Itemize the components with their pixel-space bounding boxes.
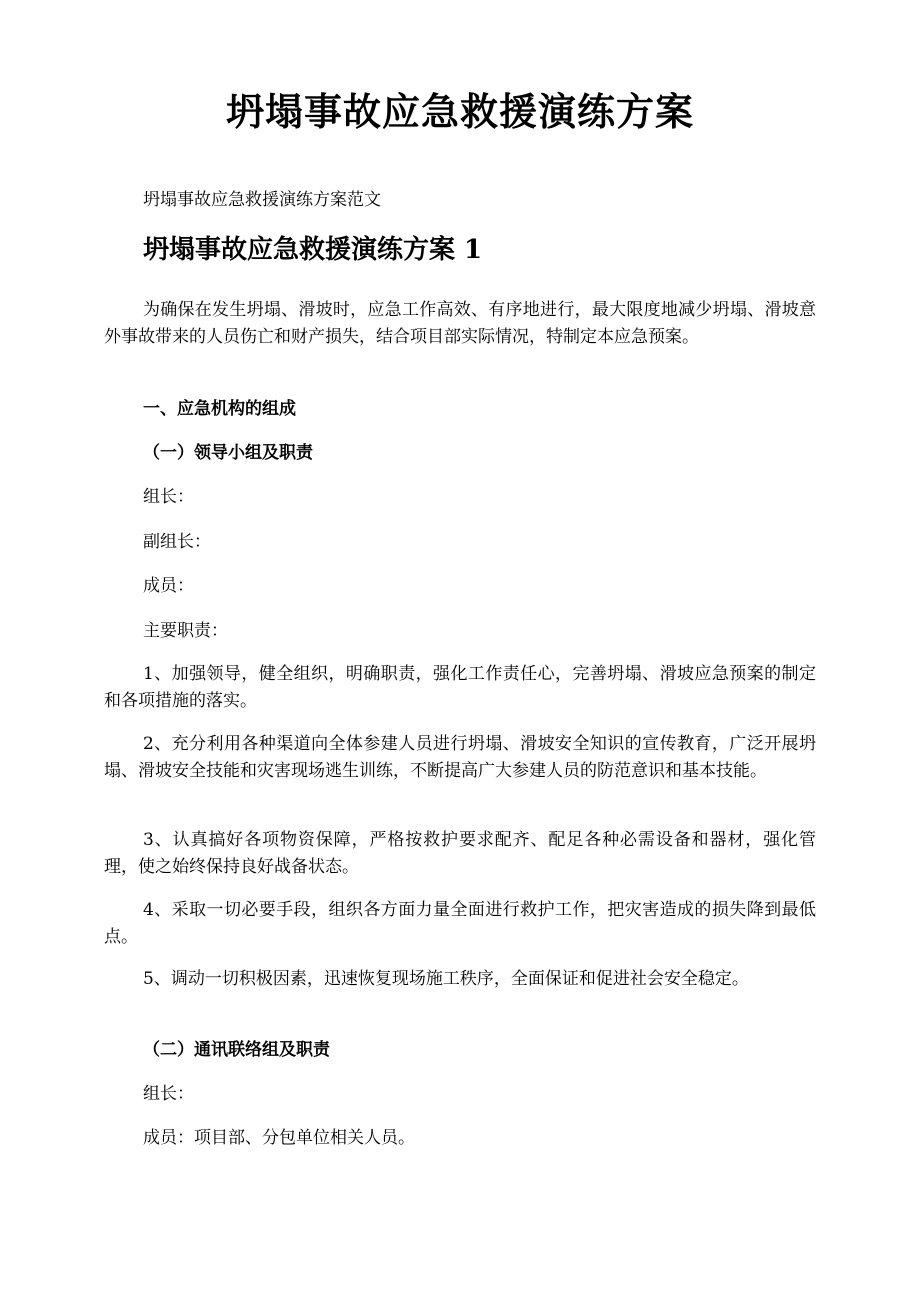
heading-leadership-group: （一）领导小组及职责	[143, 443, 313, 463]
duty-item-5: 5、调动一切积极因素，迅速恢复现场施工秩序，全面保证和促进社会安全稳定。	[143, 969, 749, 989]
duty-item-3: 3、认真搞好各项物资保障，严格按救护要求配齐、配足各种必需设备和器材，强化管理，使之始终保持良好战备状态。	[104, 830, 816, 877]
leader-label: 组长：	[143, 487, 194, 507]
comm-members-label: 成员：项目部、分包单位相关人员。	[143, 1128, 415, 1148]
section-heading: 坍塌事故应急救援演练方案 1	[143, 235, 483, 265]
duties-label: 主要职责：	[143, 621, 228, 641]
duty-item-4: 4、采取一切必要手段，组织各方面力量全面进行救护工作，把灾害造成的损失降到最低点。	[104, 900, 816, 947]
heading-organization: 一、应急机构的组成	[143, 399, 296, 419]
intro-paragraph: 为确保在发生坍塌、滑坡时，应急工作高效、有序地进行，最大限度地减少坍塌、滑坡意外事故带来的人员伤亡和财产损失，结合项目部实际情况，特制定本应急预案。	[104, 300, 816, 347]
comm-leader-label: 组长：	[143, 1084, 194, 1104]
heading-communication-group: （二）通讯联络组及职责	[143, 1040, 330, 1060]
duty-item-2: 2、充分利用各种渠道向全体参建人员进行坍塌、滑坡安全知识的宣传教育，广泛开展坍塌、滑坡安全技能和灾害现场逃生训练，不断提高广大参建人员的防范意识和基本技能。	[104, 734, 816, 781]
duty-item-1: 1、加强领导，健全组织，明确职责，强化工作责任心，完善坍塌、滑坡应急预案的制定和各项措施的落实。	[104, 664, 816, 711]
document-subtitle: 坍塌事故应急救援演练方案范文	[143, 190, 381, 210]
deputy-leader-label: 副组长：	[143, 532, 211, 552]
document-title: 坍塌事故应急救援演练方案	[225, 89, 694, 134]
members-label: 成员：	[143, 576, 194, 596]
